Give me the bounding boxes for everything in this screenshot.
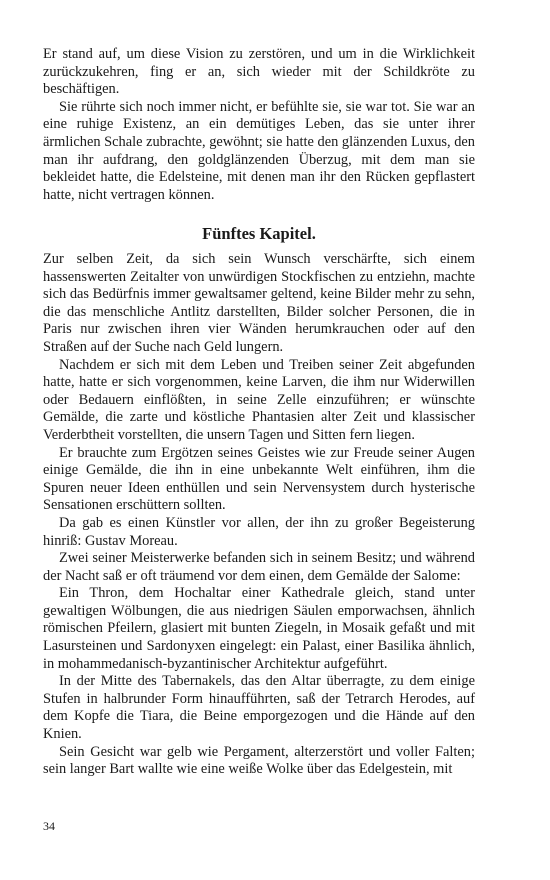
- paragraph: Nachdem er sich mit dem Leben und Treiben seiner Zeit abgefunden hatte, hatte er sich vorgenommen, keine Larven, die ihm nur Widerwillen oder Bedauern einflößten, in seine Zelle einzuführen; er wünschte Gemälde, die zarte und köstliche Phantasien alter Zeit und klassischer Verderbtheit vorstellten, die unsern Tagen und Sitten fern liegen.: [43, 356, 475, 443]
- chapter-title: Fünftes Kapitel.: [202, 224, 316, 243]
- chapter-text: [43, 251, 475, 779]
- paragraph: In der Mitte des Tabernakels, das den Altar überragte, zu dem einige Stufen in halbrunder Form hinaufführten, saß der Tetrarch Herodes, auf dem Kopfe die Tiara, die Beine emporgezogen und die Hände auf den Knien.: [43, 673, 475, 743]
- paragraph: Sein Gesicht war gelb wie Pergament, alterzerstört und voller Falten; sein langer Bart wallte wie eine weiße Wolke über das Edelgestein, mit: [43, 743, 475, 778]
- paragraph: Er stand auf, um diese Vision zu zerstören, und um in die Wirklichkeit zurückzukehren, fing er an, sich wieder mit der Schildkröte zu beschäftigen.: [43, 46, 475, 98]
- paragraph: Sie rührte sich noch immer nicht, er befühlte sie, sie war tot. Sie war an eine ruhige Existenz, an ein demütiges Leben, das sie unter ihrer ärmlichen Schale zubrachte, gewöhnt; sie hatte den glänzenden Luxus, den man ihr aufdrang, den goldglänzenden Überzug, mit dem man sie bekleidet hatte, die Edelsteine, mit denen man ihr den Rücken gepflastert hatte, nicht vertragen können.: [43, 98, 475, 203]
- paragraph: Zwei seiner Meisterwerke befanden sich in seinem Besitz; und während der Nacht saß er oft träumend vor dem einen, dem Gemälde der Salome:: [43, 550, 475, 584]
- page-number: 34: [43, 819, 55, 833]
- paragraph: Er brauchte zum Ergötzen seines Geistes wie zur Freude seiner Augen einige Gemälde, die ihn in eine unbekannte Welt einführen, ihm die Spuren neuer Ideen enthüllen und sein Nervensystem durch hysterische Sensationen erschüttern sollten.: [43, 444, 475, 514]
- paragraph: Zur selben Zeit, da sich sein Wunsch verschärfte, sich einem hassenswerten Zeitalter von unwürdigen Stockfischen zu entziehn, machte sich das Bedürfnis immer gewaltsamer geltend, keine Bilder mehr zu sehn, die das menschliche Antlitz darstellten, Bilder solcher Personen, die in Paris nur zwischen ihren vier Wänden herumkrauchen oder auf den Straßen auf der Suche nach Geld lungern.: [43, 251, 475, 355]
- paragraph: Ein Thron, dem Hochaltar einer Kathedrale gleich, stand unter gewaltigen Wölbungen, die aus niedrigen Säulen emporwachsen, ähnlich römischen Pfeilern, glasiert mit bunten Ziegeln, in Mosaik gefaßt und mit Lasursteinen und Sardonyxen eingelegt: ein Palast, einer Basilika ähnlich, in mohammedanisch-byzantinischer Architektur aufgeführt.: [43, 585, 475, 672]
- paragraph: Da gab es einen Künstler vor allen, der ihn zu großer Begeisterung hinriß: Gustav Moreau.: [43, 514, 475, 549]
- intro-text: [43, 46, 475, 204]
